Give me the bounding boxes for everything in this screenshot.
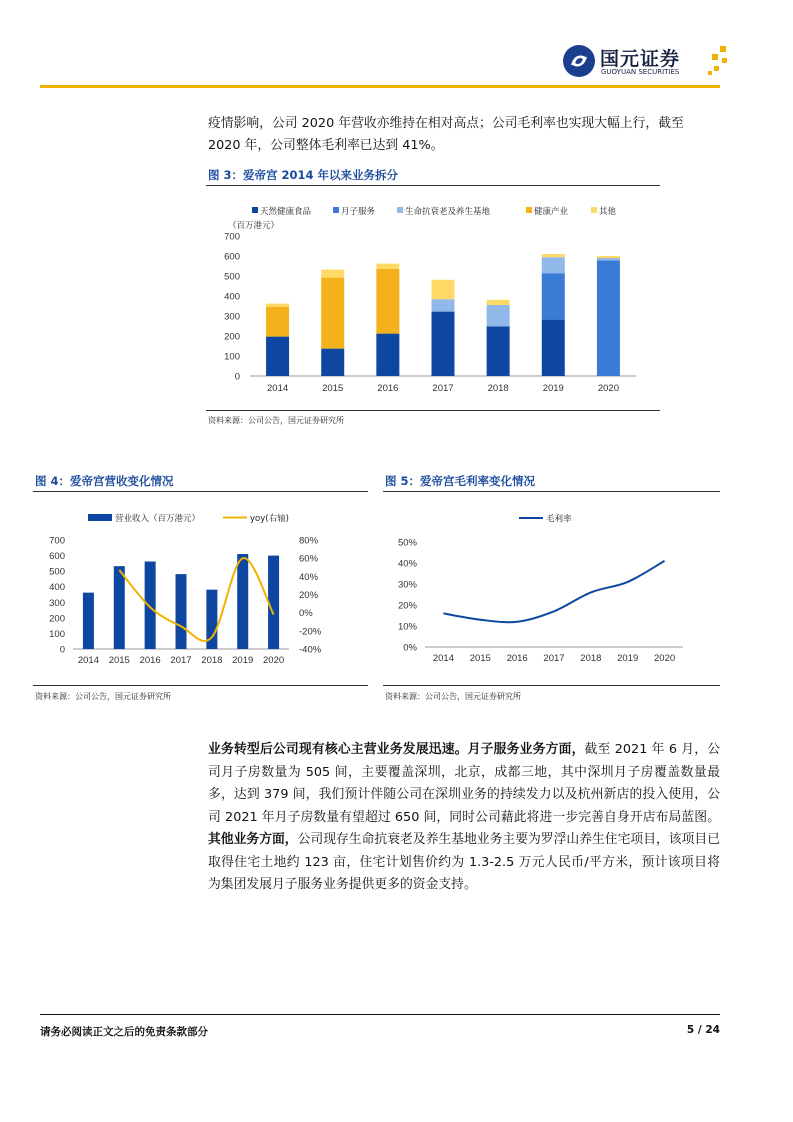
fig5-x-tick: 2015 xyxy=(469,653,491,664)
fig5-legend-label: 毛利率 xyxy=(546,514,572,525)
fig4-y-tick-left: 600 xyxy=(49,551,65,563)
fig3-x-tick: 2017 xyxy=(432,383,454,394)
fig4-y-tick-right: 40% xyxy=(299,571,319,583)
fig4-legend-swatch-revenue xyxy=(88,514,112,521)
fig3-y-tick: 600 xyxy=(224,251,240,263)
fig3-bar-segment xyxy=(597,256,620,258)
fig3-bar-segment xyxy=(321,349,344,376)
paragraph-bold-maternity: 月子服务业务方面， xyxy=(467,742,585,757)
paragraph-bold-other: 其他业务方面， xyxy=(208,832,298,847)
fig3-legend-swatch xyxy=(591,207,597,213)
fig3-bar-segment xyxy=(487,326,510,376)
fig5-margin-line xyxy=(443,561,664,622)
fig3-bar-segment xyxy=(542,273,565,319)
fig3-legend-swatch xyxy=(397,207,403,213)
intro-line-1: 疫情影响，公司 2020 年营收亦维持在相对高点；公司毛利率也实现大幅上行，截至 xyxy=(208,116,684,131)
fig4-y-tick-right: 80% xyxy=(299,535,319,547)
logo-dots-icon xyxy=(708,46,730,76)
header-rule xyxy=(40,85,720,88)
fig5-x-tick: 2016 xyxy=(506,653,528,664)
brand-name-cn: 国元证券 xyxy=(600,48,681,70)
fig4-bar xyxy=(145,561,156,649)
fig5-y-tick: 0% xyxy=(403,642,417,654)
fig4-legend-label-revenue: 营业收入（百万港元） xyxy=(115,514,201,524)
figure4-chart xyxy=(33,492,368,685)
figure5-title: 图 5：爱帝宫毛利率变化情况 xyxy=(385,474,536,488)
fig3-bar-segment xyxy=(321,278,344,349)
fig3-legend-swatch xyxy=(333,207,339,213)
fig5-x-tick: 2017 xyxy=(543,653,565,664)
fig4-bar xyxy=(268,556,279,649)
fig4-y-tick-left: 500 xyxy=(49,566,65,578)
fig4-y-tick-right: 0% xyxy=(299,608,313,620)
guoyuan-logo-icon xyxy=(562,44,596,78)
figure4-source: 资料来源：公司公告，国元证券研究所 xyxy=(35,692,171,701)
fig3-bar-segment xyxy=(542,254,565,257)
fig4-legend-label-yoy: yoy(右轴) xyxy=(250,514,289,524)
fig4-x-tick: 2016 xyxy=(139,655,161,666)
fig4-bar xyxy=(114,566,125,649)
fig5-y-tick: 20% xyxy=(397,600,417,612)
fig4-y-tick-left: 100 xyxy=(49,628,65,640)
fig3-bar-segment xyxy=(432,280,455,299)
fig3-y-tick: 700 xyxy=(224,231,240,243)
fig4-x-tick: 2019 xyxy=(232,655,254,666)
fig3-y-unit: （百万港元） xyxy=(228,221,280,231)
fig3-bar-segment xyxy=(432,312,455,376)
fig5-x-tick: 2014 xyxy=(432,653,454,664)
fig4-x-tick: 2018 xyxy=(201,655,223,666)
figure5-chart xyxy=(383,492,720,685)
paragraph-lead-bold: 业务转型后公司现有核心主营业务发展迅速。 xyxy=(208,742,468,757)
fig3-bar-segment xyxy=(542,257,565,273)
footer-disclaimer: 请务必阅读正文之后的免责条款部分 xyxy=(40,1026,208,1038)
fig4-y-tick-left: 300 xyxy=(49,597,65,609)
fig3-bar-segment xyxy=(597,258,620,260)
fig5-y-tick: 10% xyxy=(397,621,417,633)
fig3-bar-segment xyxy=(376,269,399,334)
fig3-y-tick: 300 xyxy=(224,311,240,323)
fig3-legend-label: 天然健康食品 xyxy=(260,207,312,217)
fig3-legend-label: 其他 xyxy=(599,207,617,217)
fig3-bar-segment xyxy=(376,264,399,269)
fig4-bar xyxy=(237,554,248,649)
paragraph-text-other: 公司现存生命抗衰老及养生基地业务主要为罗浮山养生住宅项目，该项目已取得住宅土地约 123 亩，住宅计划售价约为 1.3-2.5 万元人民币/平方米，预计该项目将为集团发展月子服务业务提供更多的资金支持。 xyxy=(208,832,721,892)
fig3-y-tick: 100 xyxy=(224,351,240,363)
fig3-legend-swatch xyxy=(526,207,532,213)
figure5-bottom-rule xyxy=(383,685,720,686)
fig3-x-tick: 2018 xyxy=(487,383,509,394)
fig3-y-tick: 500 xyxy=(224,271,240,283)
fig5-y-tick: 50% xyxy=(397,537,417,549)
figure3-chart xyxy=(206,186,660,408)
fig3-bar-segment xyxy=(266,337,289,376)
intro-line-2: 2020 年，公司整体毛利率已达到 41%。 xyxy=(208,138,444,153)
fig3-x-tick: 2014 xyxy=(267,383,289,394)
fig4-y-tick-right: 20% xyxy=(299,590,319,601)
fig3-x-tick: 2015 xyxy=(322,383,344,394)
figure3-source: 资料来源：公司公告，国元证券研究所 xyxy=(208,416,344,425)
brand-name-en: GUOYUAN SECURITIES xyxy=(601,68,680,76)
fig5-x-tick: 2019 xyxy=(617,653,639,664)
fig5-x-tick: 2018 xyxy=(580,653,602,664)
fig3-x-tick: 2016 xyxy=(377,383,399,394)
footer-rule xyxy=(40,1014,720,1015)
figure4-bottom-rule xyxy=(33,685,368,686)
fig4-y-tick-right: -40% xyxy=(299,644,322,656)
fig3-x-tick: 2019 xyxy=(542,383,564,394)
fig4-x-tick: 2014 xyxy=(77,655,99,666)
fig4-y-tick-right: -20% xyxy=(299,626,322,638)
figure3-bottom-rule xyxy=(206,410,660,411)
fig3-bar-segment xyxy=(597,260,620,376)
fig4-y-tick-left: 700 xyxy=(49,535,65,547)
fig4-yoy-line xyxy=(119,558,273,641)
fig3-y-tick: 0 xyxy=(234,371,240,383)
figure3-title: 图 3：爱帝宫 2014 年以来业务拆分 xyxy=(208,168,399,182)
fig3-x-tick: 2020 xyxy=(597,383,619,394)
fig3-bar-segment xyxy=(542,320,565,376)
fig5-y-tick: 30% xyxy=(397,579,417,591)
fig4-y-tick-left: 0 xyxy=(59,644,65,656)
fig3-y-tick: 200 xyxy=(224,331,240,343)
paragraph-text-maternity: 截至 2021 年 6 月，公司月子房数量为 505 间，主要覆盖深圳，北京，成都三地，其中深圳月子房覆盖数量最多，达到 379 间，我们预计伴随公司在深圳业务的持续发力以及杭州新店的投入使用，公司 2021 年月子房数量有望超过 650 间，同时公司藉此将进一步完善自身开店布局蓝图。 xyxy=(208,742,720,825)
fig3-legend-label: 健康产业 xyxy=(534,207,569,217)
header-logo xyxy=(562,44,732,80)
fig3-bar-segment xyxy=(266,307,289,337)
fig4-x-tick: 2017 xyxy=(170,655,192,666)
fig4-y-tick-left: 400 xyxy=(49,582,65,594)
fig4-bar xyxy=(176,574,187,649)
fig4-y-tick-right: 60% xyxy=(299,553,319,565)
fig3-bar-segment xyxy=(266,304,289,307)
footer-page-number: 5 / 24 xyxy=(686,1024,720,1036)
fig3-legend-label: 生命抗衰老及养生基地 xyxy=(405,207,491,217)
fig3-bar-segment xyxy=(376,334,399,376)
fig4-x-tick: 2020 xyxy=(263,655,285,666)
fig3-bar-segment xyxy=(321,270,344,278)
business-paragraph xyxy=(208,739,720,897)
fig3-legend-label: 月子服务 xyxy=(341,207,376,217)
fig3-bar-segment xyxy=(432,299,455,311)
fig3-y-tick: 400 xyxy=(224,291,240,303)
fig3-legend-swatch xyxy=(252,207,258,213)
fig3-bar-segment xyxy=(487,305,510,326)
figure5-panel xyxy=(383,465,720,685)
figure5-source: 资料来源：公司公告，国元证券研究所 xyxy=(385,692,521,701)
figure4-panel xyxy=(33,465,368,685)
fig5-y-tick: 40% xyxy=(397,558,417,570)
fig4-x-tick: 2015 xyxy=(108,655,130,666)
fig3-bar-segment xyxy=(487,300,510,305)
fig4-y-tick-left: 200 xyxy=(49,613,65,625)
fig5-x-tick: 2020 xyxy=(654,653,676,664)
figure3-panel xyxy=(206,160,660,410)
fig4-bar xyxy=(83,593,94,649)
figure4-title: 图 4：爱帝宫营收变化情况 xyxy=(35,474,174,488)
